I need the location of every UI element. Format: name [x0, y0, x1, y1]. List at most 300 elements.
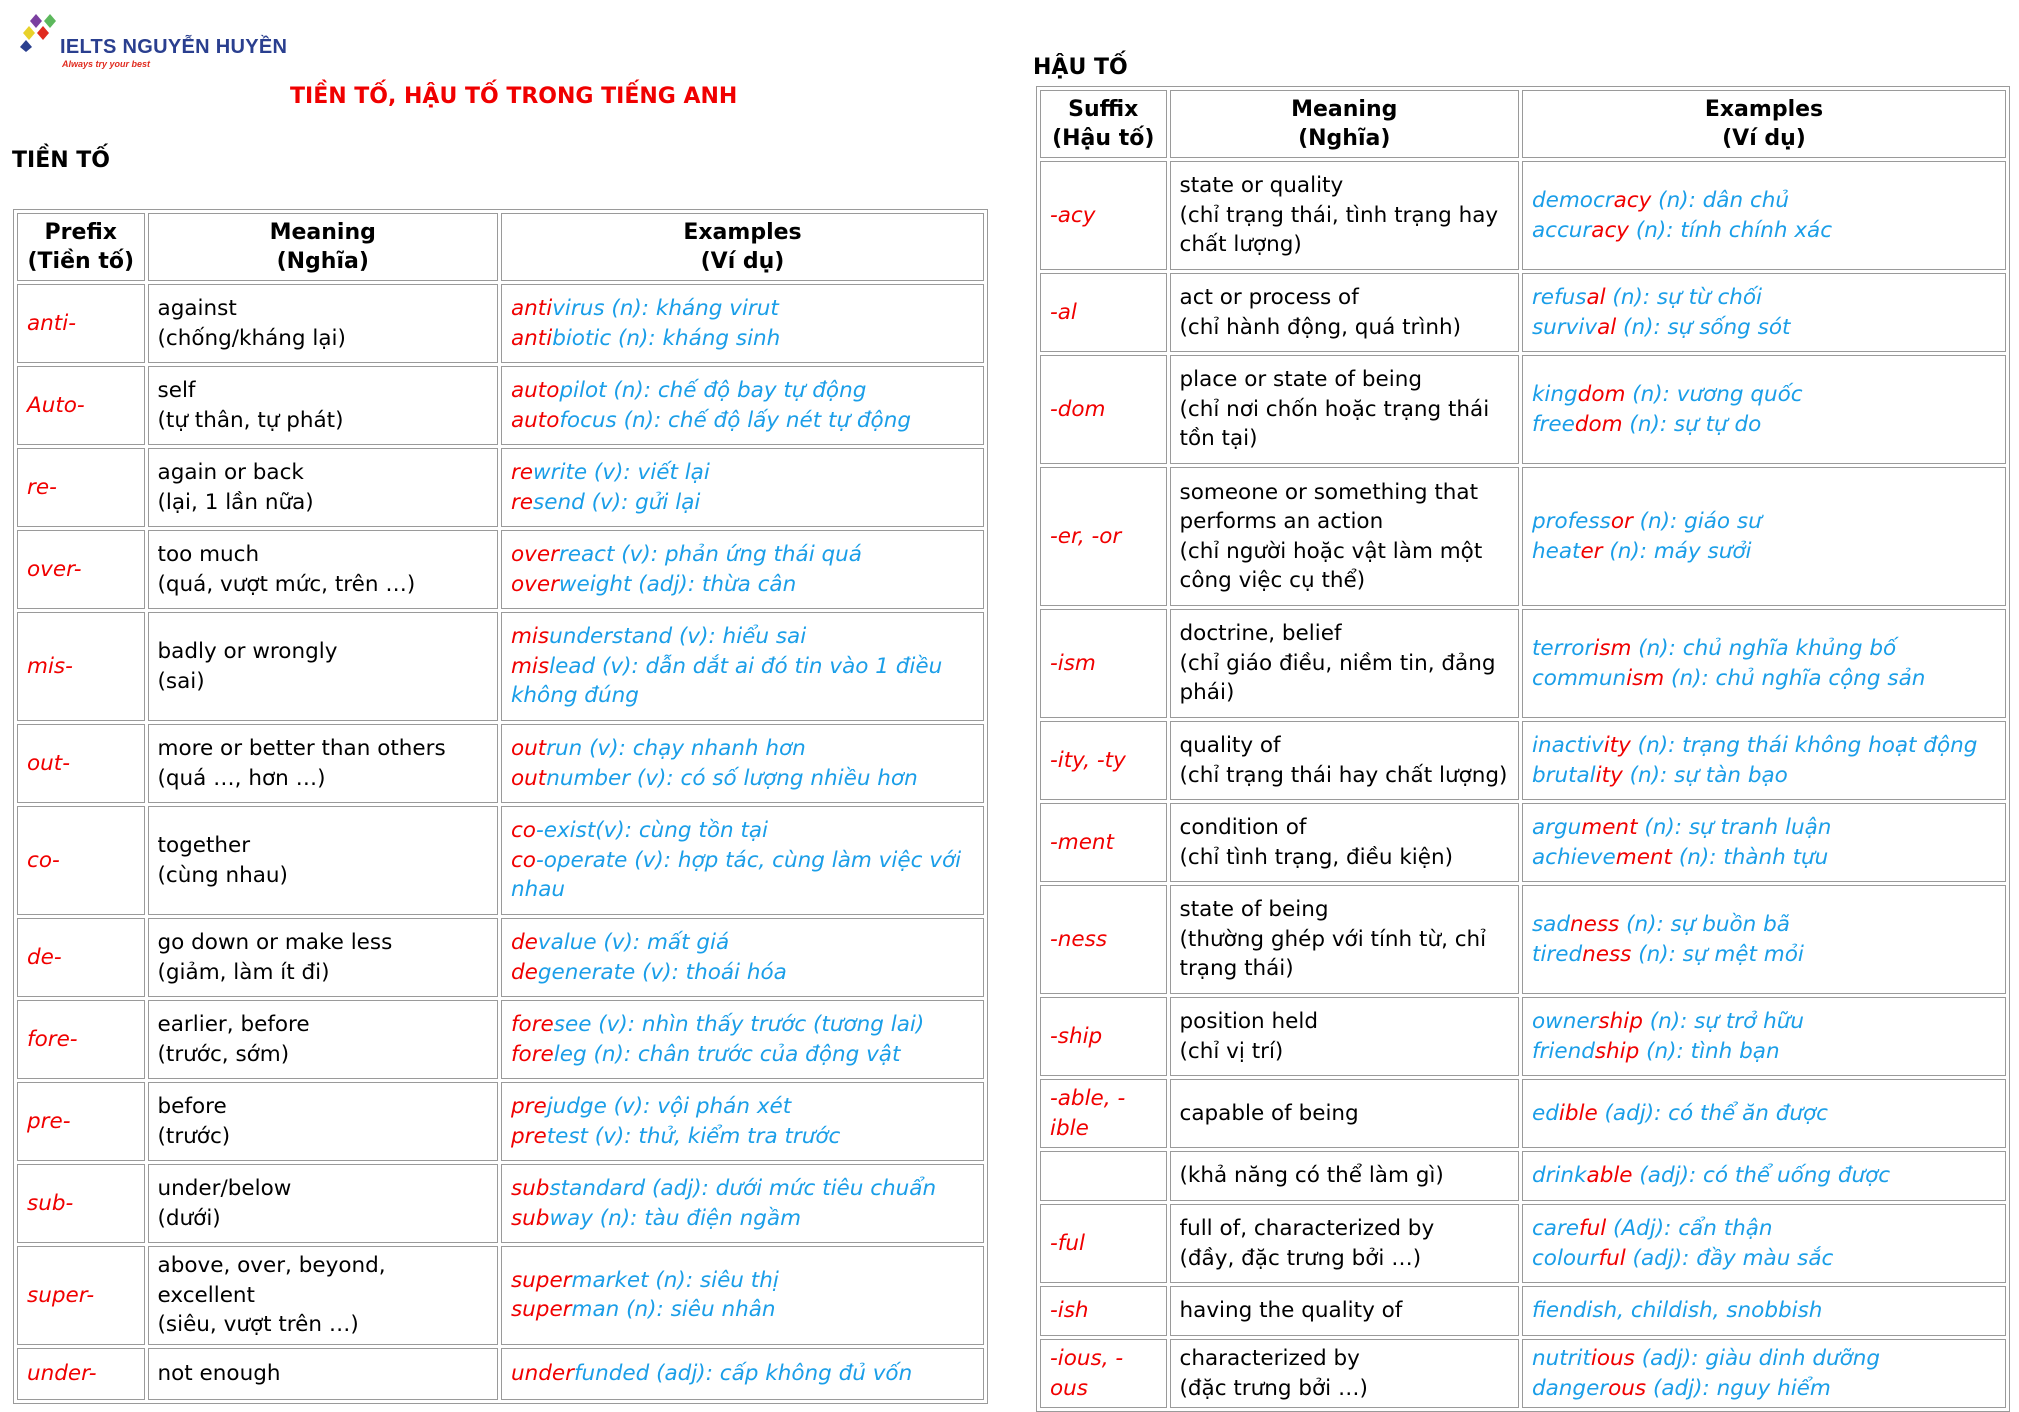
examples-cell	[501, 1000, 984, 1079]
example-line	[1532, 1344, 1996, 1374]
example-rest: generate (v): thoái hóa	[537, 959, 787, 985]
meaning-line: not enough	[157, 1360, 281, 1386]
examples-cell	[501, 1164, 984, 1243]
meaning-line: (đặc trưng bởi …)	[1179, 1375, 1368, 1401]
meaning-line: (tự thân, tự phát)	[157, 407, 344, 433]
example-affix: re	[510, 460, 534, 485]
example-stem: argu	[1531, 815, 1582, 840]
examples-cell	[501, 1348, 984, 1400]
example-affix: ship	[1598, 1009, 1643, 1034]
table-row	[1040, 1079, 2006, 1148]
example-affix: under	[510, 1360, 574, 1386]
table-row	[17, 612, 984, 721]
prefix-col-header: Prefix (Tiền tố)	[17, 213, 145, 281]
meaning-line: self	[157, 378, 196, 403]
example-affix: super	[510, 1267, 572, 1293]
meaning-line: (chỉ giáo điều, niềm tin, đảng phái)	[1179, 650, 1496, 706]
meaning-line: (khả năng có thể làm gì)	[1179, 1163, 1444, 1189]
example-stem: drink	[1531, 1163, 1587, 1189]
example-affix: ity	[1603, 733, 1631, 758]
meaning-line: having the quality of	[1179, 1298, 1403, 1324]
example-line	[1532, 910, 1996, 940]
example-rest: (adj): nguy hiểm	[1646, 1375, 1831, 1401]
example-line	[1532, 634, 1996, 664]
example-line	[1532, 1099, 1996, 1129]
table-row	[1040, 609, 2006, 718]
example-rest: focus (n): chế độ lấy nét tự động	[559, 407, 911, 433]
example-rest: -exist(v): cùng tồn tại	[535, 818, 769, 844]
meaning-cell	[1170, 161, 1519, 270]
example-affix: co	[510, 847, 536, 873]
example-affix: ment	[1615, 844, 1672, 870]
example-affix: ment	[1581, 815, 1638, 840]
table-row	[17, 1348, 984, 1400]
example-affix: ity	[1595, 762, 1623, 788]
meaning-cell	[148, 1348, 498, 1400]
example-rest: (n): sự từ chối	[1605, 285, 1763, 310]
example-affix: acy	[1613, 188, 1652, 213]
meaning-cell	[148, 530, 498, 609]
example-rest: virus (n): kháng virut	[552, 296, 779, 321]
meaning-cell	[148, 1082, 498, 1161]
example-rest: write (v): viết lại	[533, 460, 710, 485]
table-row	[1040, 273, 2006, 352]
example-line	[511, 488, 974, 518]
example-rest: run (v): chạy nhanh hơn	[546, 736, 806, 761]
example-stem: inactiv	[1531, 733, 1604, 758]
meaning-line: (chỉ hành động, quá trình)	[1179, 314, 1461, 340]
meaning-line: (chỉ trạng thái hay chất lượng)	[1179, 762, 1508, 788]
example-rest: value (v): mất giá	[537, 930, 730, 955]
meaning-line: (quá …, hơn …)	[157, 765, 326, 791]
example-line	[511, 816, 974, 846]
meaning-cell	[148, 1246, 498, 1345]
examples-cell	[501, 530, 984, 609]
example-line	[1532, 1214, 1996, 1244]
example-line	[511, 846, 974, 905]
example-line	[1532, 1374, 1996, 1404]
example-rest: (adj): giàu dinh dưỡng	[1634, 1346, 1881, 1371]
affix-cell: de-	[17, 918, 145, 997]
table-row	[1040, 1151, 2006, 1201]
example-rest: leg (n): chân trước của động vật	[553, 1041, 901, 1067]
example-line	[1532, 1007, 1996, 1037]
example-rest: number (v): có số lượng nhiều hơn	[546, 765, 918, 791]
examples-cell	[1522, 1204, 2006, 1283]
example-stem: free	[1531, 411, 1575, 437]
table-row	[17, 1082, 984, 1161]
examples-cell	[1522, 1339, 2006, 1408]
example-rest: (n): dân chủ	[1651, 188, 1790, 213]
meaning-line: someone or something that performs an action	[1179, 479, 1479, 534]
meaning-cell	[1170, 803, 1519, 882]
example-line	[1532, 313, 1996, 343]
meaning-line: doctrine, belief	[1179, 621, 1342, 647]
example-rest: market (n): siêu thị	[571, 1267, 779, 1293]
example-rest: pilot (n): chế độ bay tự động	[559, 378, 867, 403]
affix-cell: -ish	[1040, 1286, 1167, 1336]
example-line	[1532, 1296, 1996, 1326]
example-affix: out	[510, 765, 547, 791]
meaning-cell	[148, 612, 498, 721]
examples-cell	[1522, 803, 2006, 882]
example-line	[1532, 1037, 1996, 1067]
meaning-cell	[1170, 467, 1519, 606]
example-rest: (adj): đầy màu sắc	[1625, 1245, 1834, 1271]
meaning-line: (sai)	[157, 668, 205, 694]
examples-col-header: Examples (Ví dụ)	[501, 213, 984, 281]
affix-cell: co-	[17, 806, 145, 915]
examples-col-header: Examples (Ví dụ)	[1522, 90, 2006, 158]
table-row	[17, 448, 984, 527]
example-affix: pre	[510, 1123, 547, 1149]
example-affix: acy	[1591, 217, 1629, 243]
example-line	[1532, 537, 1996, 567]
table-row	[1040, 885, 2006, 994]
meaning-line: full of, characterized by	[1179, 1216, 1435, 1241]
example-affix: dom	[1577, 382, 1626, 407]
meaning-cell	[1170, 1286, 1519, 1336]
example-line	[511, 294, 974, 324]
example-line	[511, 540, 974, 570]
affix-cell: -ship	[1040, 997, 1167, 1076]
table-row	[1040, 997, 2006, 1076]
examples-cell	[501, 724, 984, 803]
example-affix: mis	[510, 624, 550, 650]
example-rest: (n): tính chính xác	[1629, 217, 1833, 243]
example-line	[511, 1359, 974, 1389]
example-stem: terror	[1531, 636, 1594, 661]
examples-cell	[1522, 467, 2006, 606]
affix-cell: out-	[17, 724, 145, 803]
example-stem: king	[1531, 382, 1578, 407]
example-rest: (n): sự tranh luận	[1637, 815, 1832, 840]
examples-cell	[1522, 355, 2006, 464]
meaning-line: (chỉ người hoặc vật làm một công việc cụ thể)	[1179, 538, 1483, 593]
example-stem: owner	[1531, 1009, 1599, 1034]
example-affix: fore	[510, 1041, 554, 1067]
meaning-cell	[1170, 1339, 1519, 1408]
affix-cell	[1040, 1151, 1167, 1201]
examples-cell	[1522, 885, 2006, 994]
meaning-line: characterized by	[1179, 1346, 1360, 1371]
example-line	[511, 928, 974, 958]
example-affix: pre	[510, 1094, 547, 1119]
meaning-line: (chỉ tình trạng, điều kiện)	[1179, 844, 1454, 870]
example-stem: refus	[1531, 285, 1587, 310]
example-rest: standard (adj): dưới mức tiêu chuẩn	[549, 1176, 937, 1201]
example-affix: ism	[1593, 636, 1632, 661]
example-line	[511, 1174, 974, 1204]
meaning-line: place or state of being	[1179, 367, 1422, 393]
meaning-cell	[1170, 997, 1519, 1076]
example-line	[1532, 843, 1996, 873]
example-stem: sad	[1531, 912, 1570, 937]
example-line	[1532, 1244, 1996, 1274]
meaning-col-header: Meaning (Nghĩa)	[148, 213, 498, 281]
example-stem: tired	[1531, 941, 1583, 967]
example-rest: (n): thành tựu	[1671, 844, 1829, 870]
example-line	[511, 1092, 974, 1122]
affix-cell: super-	[17, 1246, 145, 1345]
affix-cell: -able, -ible	[1040, 1079, 1167, 1148]
example-stem: accur	[1531, 217, 1592, 243]
example-stem: achieve	[1531, 844, 1616, 870]
example-affix: ious	[1590, 1346, 1635, 1371]
example-rest: (adj): có thể uống được	[1632, 1163, 1891, 1189]
example-line	[511, 458, 974, 488]
example-rest: see (v): nhìn thấy trước (tương lai)	[553, 1012, 925, 1037]
example-affix: auto	[510, 407, 560, 433]
example-affix: ship	[1594, 1038, 1640, 1064]
example-rest: send (v): gửi lại	[533, 489, 701, 515]
meaning-line: too much	[157, 542, 260, 567]
example-affix: ful	[1579, 1216, 1607, 1241]
example-rest: test (v): thử, kiểm tra trước	[546, 1123, 841, 1149]
meaning-line: position held	[1179, 1009, 1318, 1034]
table-row	[1040, 1204, 2006, 1283]
meaning-cell	[148, 448, 498, 527]
table-row	[17, 1246, 984, 1345]
example-rest: (n): sự sống sót	[1616, 314, 1791, 340]
example-line	[1532, 664, 1996, 694]
meaning-line: again or back	[157, 460, 304, 485]
table-row	[17, 284, 984, 363]
meaning-line: capable of being	[1179, 1100, 1359, 1126]
example-affix: dom	[1574, 411, 1623, 437]
affix-cell: fore-	[17, 1000, 145, 1079]
example-line	[511, 1204, 974, 1234]
table-row	[1040, 721, 2006, 800]
example-affix: de	[510, 930, 538, 955]
example-affix: auto	[510, 378, 560, 403]
table-row	[17, 530, 984, 609]
table-row	[17, 724, 984, 803]
example-affix: or	[1610, 509, 1633, 534]
affix-cell: -ity, -ty	[1040, 721, 1167, 800]
example-stem: profess	[1531, 509, 1611, 534]
affix-cell: -ment	[1040, 803, 1167, 882]
page-title: TIỀN TỐ, HẬU TỐ TRONG TIẾNG ANH	[290, 84, 738, 109]
example-affix: mis	[510, 653, 550, 679]
example-affix: co	[510, 818, 536, 844]
suffix-col-header: Suffix (Hậu tố)	[1040, 90, 1167, 158]
meaning-line: condition of	[1179, 815, 1307, 840]
meaning-line: (dưới)	[157, 1205, 221, 1231]
meaning-line: quality of	[1179, 733, 1281, 758]
example-rest: (n): sự tàn bạo	[1622, 762, 1788, 788]
example-affix: sub	[510, 1176, 550, 1201]
example-affix: fore	[510, 1012, 554, 1037]
example-rest: fiendish, childish, snobbish	[1531, 1298, 1823, 1324]
meaning-line: (giảm, làm ít đi)	[157, 959, 330, 985]
example-line	[1532, 507, 1996, 537]
example-affix: ness	[1582, 941, 1632, 967]
example-rest: (n): chủ nghĩa khủng bố	[1631, 636, 1897, 661]
example-rest: (n): trạng thái không hoạt động	[1630, 733, 1978, 758]
suffix-table	[1036, 86, 2010, 1412]
table-row	[1040, 803, 2006, 882]
meaning-line: (thường ghép với tính từ, chỉ trạng thái)	[1179, 926, 1487, 982]
table-row	[1040, 1339, 2006, 1408]
meaning-line: earlier, before	[157, 1012, 310, 1037]
example-stem: nutrit	[1531, 1346, 1591, 1371]
meaning-line: (chỉ nơi chốn hoặc trạng thái tồn tại)	[1179, 396, 1490, 452]
example-line	[511, 1122, 974, 1152]
example-line	[1532, 940, 1996, 970]
meaning-cell	[148, 1164, 498, 1243]
example-rest: man (n): siêu nhân	[571, 1297, 776, 1323]
example-affix: over	[510, 542, 559, 567]
affix-cell: -ness	[1040, 885, 1167, 994]
example-line	[511, 1295, 974, 1325]
example-stem: commun	[1531, 665, 1627, 691]
example-rest: understand (v): hiểu sai	[549, 624, 807, 650]
affix-cell: -ious, -ous	[1040, 1339, 1167, 1408]
meaning-line: under/below	[157, 1176, 292, 1201]
example-rest: (n): máy sưởi	[1602, 538, 1752, 564]
meaning-line: (chỉ trạng thái, tình trạng hay chất lượng)	[1179, 202, 1499, 258]
affix-cell: -ism	[1040, 609, 1167, 718]
meaning-cell	[1170, 1079, 1519, 1148]
example-rest: (n): giáo sư	[1632, 509, 1762, 534]
meaning-line: above, over, beyond, excellent	[157, 1253, 386, 1308]
example-line	[1532, 761, 1996, 791]
example-line	[511, 570, 974, 600]
meaning-line: (cùng nhau)	[157, 862, 288, 888]
table-row	[1040, 161, 2006, 270]
example-stem: ed	[1531, 1100, 1559, 1126]
table-row	[17, 366, 984, 445]
example-affix: anti	[510, 296, 553, 321]
meaning-cell	[148, 366, 498, 445]
table-row	[1040, 1286, 2006, 1336]
example-rest: (n): sự mệt mỏi	[1631, 941, 1804, 967]
examples-cell	[501, 918, 984, 997]
example-stem: colour	[1531, 1245, 1599, 1271]
examples-cell	[501, 1246, 984, 1345]
logo-brand: IELTS NGUYỄN HUYỀN	[60, 36, 288, 58]
meaning-line: (trước)	[157, 1123, 231, 1149]
examples-cell	[1522, 721, 2006, 800]
example-line	[511, 652, 974, 711]
meaning-line: (đầy, đặc trưng bởi …)	[1179, 1245, 1422, 1271]
example-stem: friend	[1531, 1038, 1595, 1064]
affix-cell: sub-	[17, 1164, 145, 1243]
meaning-cell	[1170, 885, 1519, 994]
meaning-line: act or process of	[1179, 285, 1359, 310]
example-line	[1532, 1161, 1996, 1191]
example-affix: sub	[510, 1205, 550, 1231]
example-rest: funded (adj): cấp không đủ vốn	[573, 1360, 913, 1386]
example-affix: ness	[1570, 912, 1620, 937]
table-row	[17, 1164, 984, 1243]
meaning-line: (quá, vượt mức, trên …)	[157, 571, 416, 597]
meaning-line: (lại, 1 lần nữa)	[157, 489, 314, 515]
meaning-cell	[1170, 609, 1519, 718]
example-rest: (n): sự buồn bã	[1619, 912, 1790, 937]
affix-cell: -er, -or	[1040, 467, 1167, 606]
example-rest: -operate (v): hợp tác, cùng làm việc với nhau	[510, 847, 962, 903]
affix-cell: anti-	[17, 284, 145, 363]
affix-cell: re-	[17, 448, 145, 527]
example-stem: care	[1531, 1216, 1580, 1241]
example-rest: way (n): tàu điện ngầm	[549, 1205, 802, 1231]
example-affix: al	[1597, 314, 1617, 340]
prefix-header-row	[17, 213, 984, 281]
example-stem: brutal	[1531, 762, 1596, 788]
example-affix: over	[510, 571, 559, 597]
meaning-line: (chỉ vị trí)	[1179, 1038, 1284, 1064]
affix-cell: Auto-	[17, 366, 145, 445]
table-row	[1040, 355, 2006, 464]
meaning-cell	[1170, 1151, 1519, 1201]
example-line	[511, 622, 974, 652]
example-line	[1532, 410, 1996, 440]
example-affix: able	[1586, 1163, 1633, 1189]
example-line	[511, 764, 974, 794]
examples-cell	[501, 612, 984, 721]
example-affix: re	[510, 489, 534, 515]
meaning-cell	[1170, 1204, 1519, 1283]
example-line	[511, 324, 974, 354]
meaning-line: more or better than others	[157, 736, 446, 761]
meaning-cell	[148, 284, 498, 363]
meaning-line: (trước, sớm)	[157, 1041, 290, 1067]
examples-cell	[501, 806, 984, 915]
examples-cell	[501, 284, 984, 363]
example-rest: react (v): phản ứng thái quá	[558, 542, 862, 567]
meaning-line: (siêu, vượt trên …)	[157, 1312, 359, 1337]
example-line	[1532, 186, 1996, 216]
meaning-line: state of being	[1179, 897, 1329, 923]
examples-cell	[1522, 997, 2006, 1076]
example-rest: lead (v): dẫn dắt ai đó tin vào 1 điều không đúng	[510, 653, 943, 709]
table-row	[17, 918, 984, 997]
examples-cell	[1522, 273, 2006, 352]
example-affix: er	[1580, 538, 1603, 564]
meaning-line: badly or wrongly	[157, 639, 338, 664]
affix-cell: mis-	[17, 612, 145, 721]
meaning-line: together	[157, 833, 251, 858]
example-line	[511, 1266, 974, 1296]
example-rest: (n): tình bạn	[1639, 1038, 1780, 1064]
affix-cell: -al	[1040, 273, 1167, 352]
example-stem: surviv	[1531, 314, 1598, 340]
example-line	[1532, 731, 1996, 761]
example-line	[511, 1010, 974, 1040]
affix-cell: -ful	[1040, 1204, 1167, 1283]
example-rest: biotic (n): kháng sinh	[552, 325, 781, 351]
suffix-section-title: HẬU TỐ	[1033, 55, 1128, 80]
meaning-cell	[148, 806, 498, 915]
table-row	[17, 1000, 984, 1079]
example-line	[1532, 216, 1996, 246]
example-rest: (Adj): cẩn thận	[1606, 1216, 1773, 1241]
meaning-cell	[1170, 721, 1519, 800]
affix-cell: pre-	[17, 1082, 145, 1161]
example-rest: (adj): có thể ăn được	[1597, 1100, 1828, 1126]
affix-cell: over-	[17, 530, 145, 609]
example-affix: de	[510, 959, 538, 985]
example-stem: heat	[1531, 538, 1581, 564]
logo	[20, 12, 290, 74]
example-line	[1532, 380, 1996, 410]
example-line	[1532, 283, 1996, 313]
affix-cell: under-	[17, 1348, 145, 1400]
example-stem: danger	[1531, 1375, 1609, 1401]
example-stem: democr	[1531, 188, 1614, 213]
